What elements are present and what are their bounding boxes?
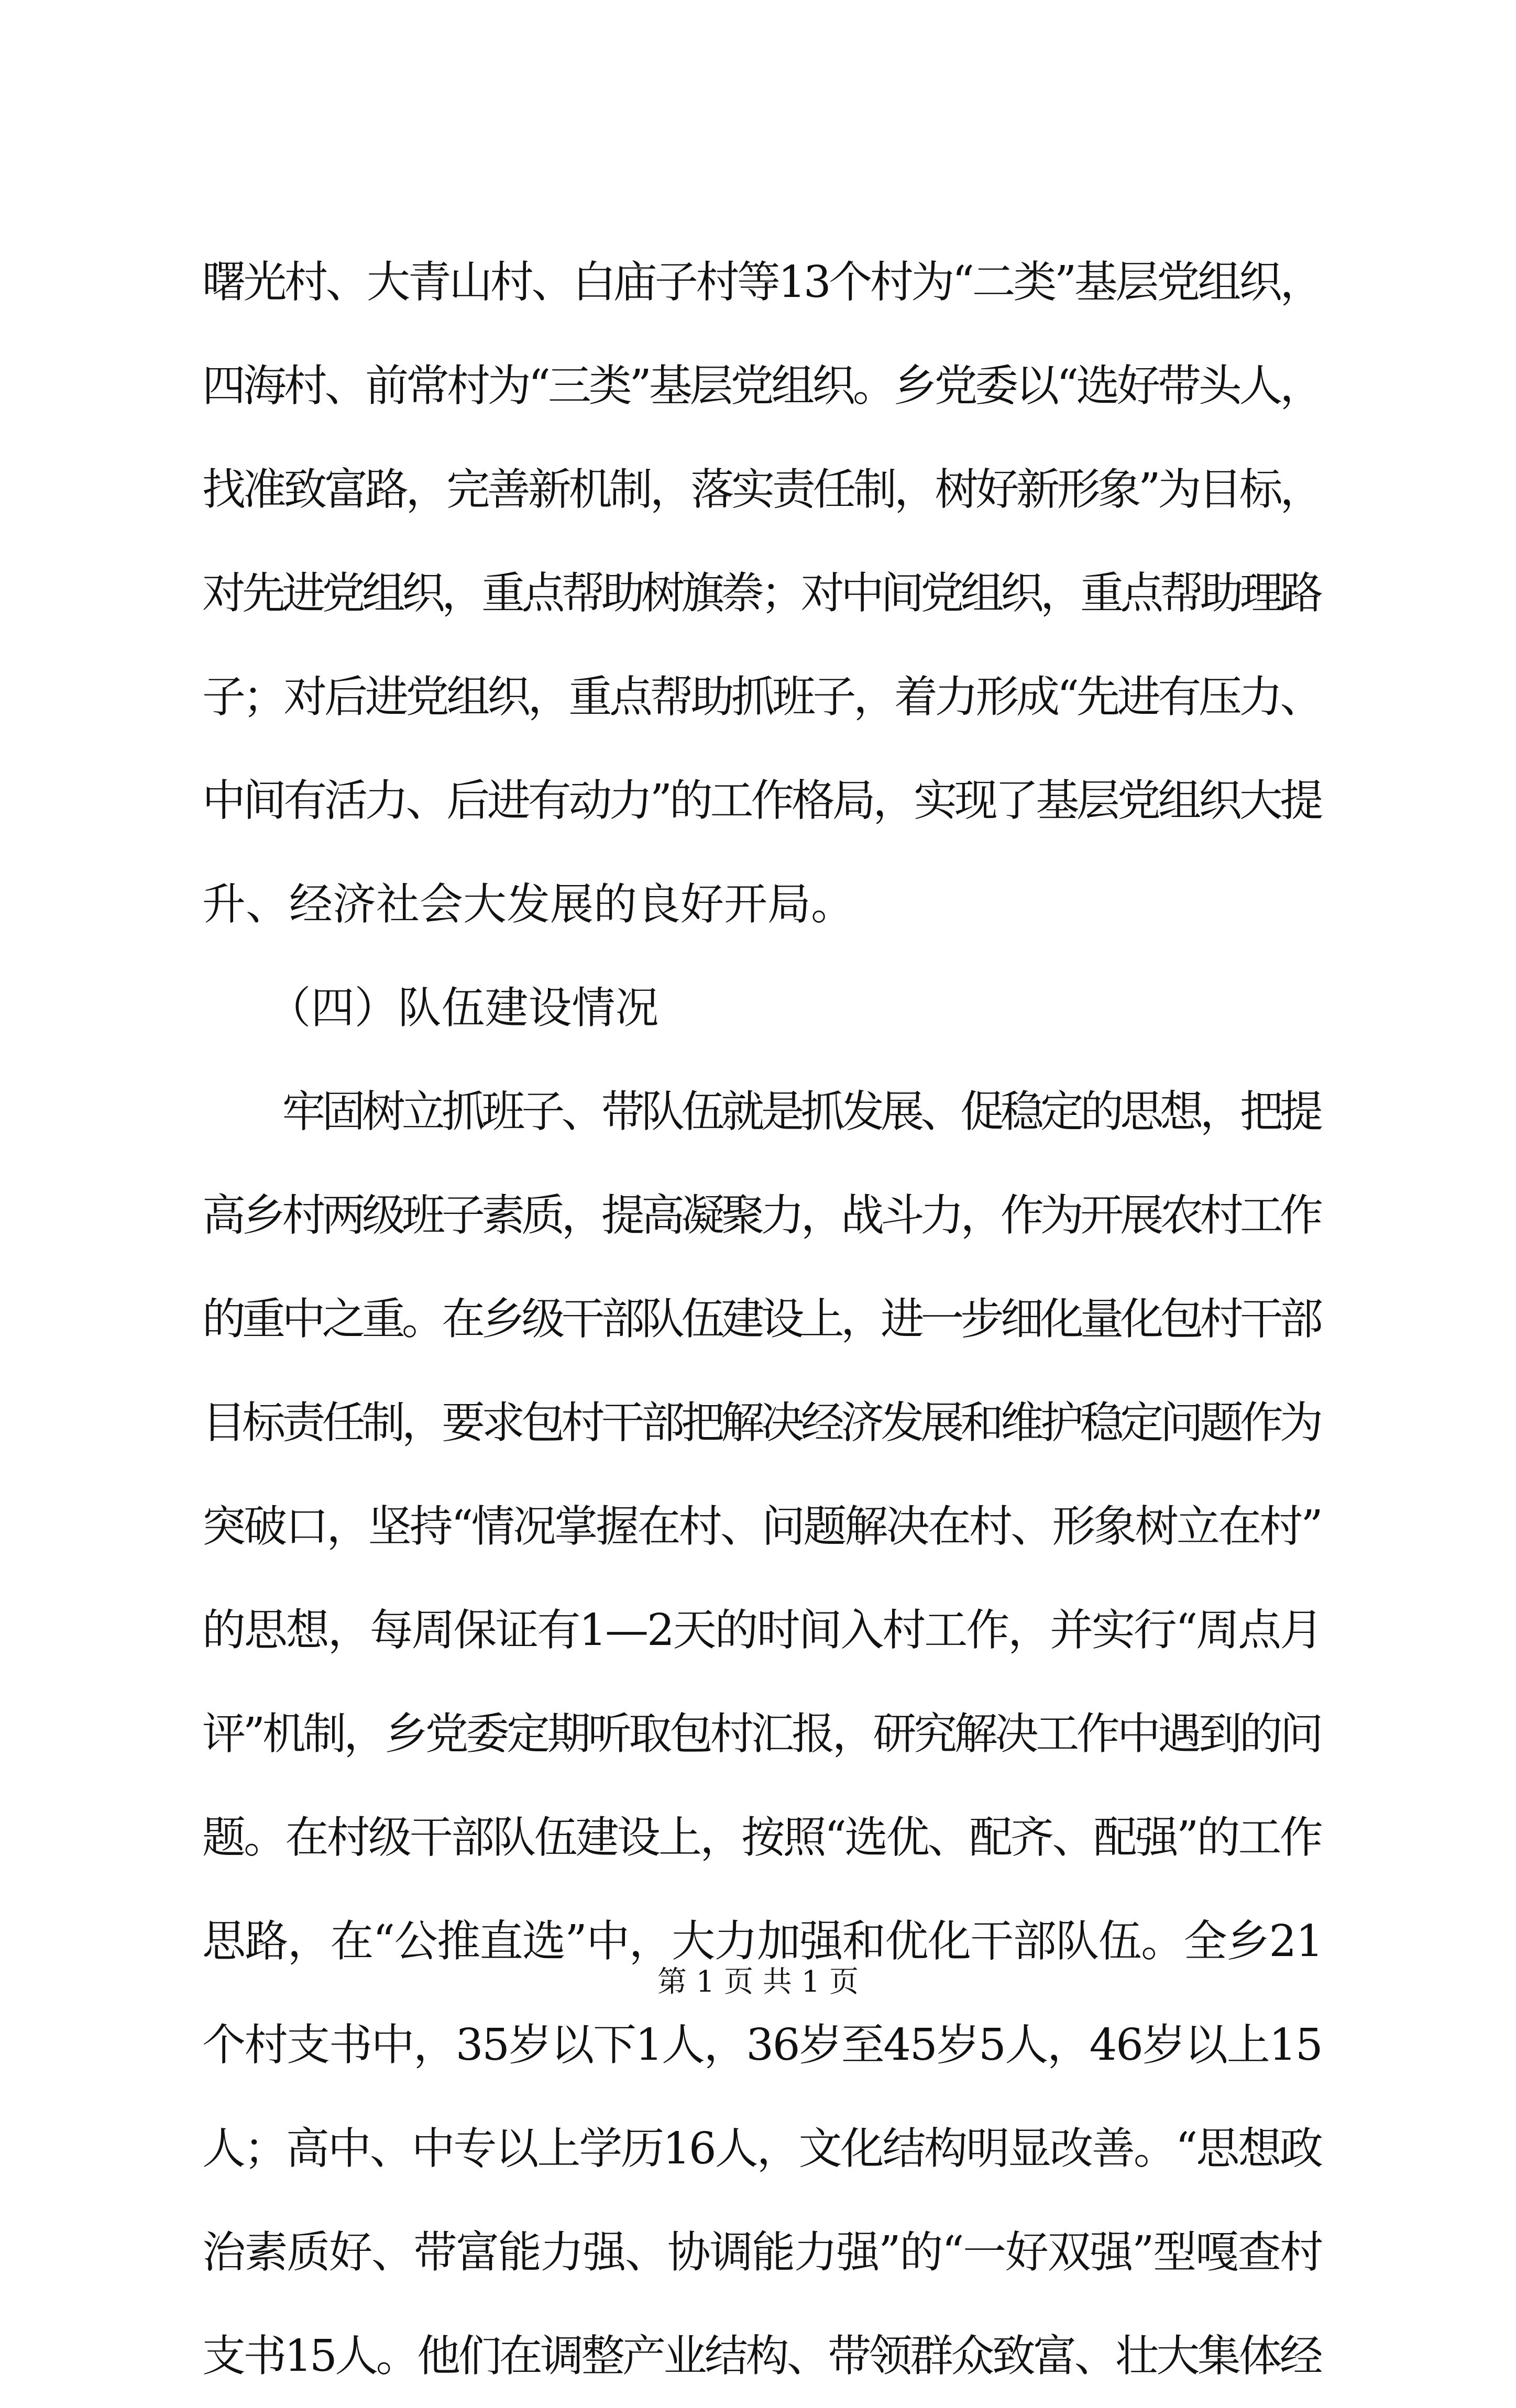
text-line: 题。在村级干部队伍建设上，按照“选优、配齐、配强”的工作 — [202, 1812, 1322, 1863]
text-line: 四海村、前常村为“三类”基层党组织。乡党委以“选好带头人， — [202, 360, 1321, 411]
text-line: 曙光村、大青山村、白庙子村等13个村为“二类”基层党组织， — [202, 257, 1322, 307]
text-line: 中间有活力、后进有动力”的工作格局，实现了基层党组织大提 — [202, 775, 1321, 826]
text-line: 对先进党组织，重点帮助树旗䄅；对中间党组织，重点帮助理路 — [202, 568, 1320, 618]
text-line: 高乡村两级班子素质，提高凝聚力，战斗力，作为开展农村工作 — [202, 1190, 1320, 1241]
text-line: 子；对后进党组织，重点帮助抓班子，着力形成“先进有压力、 — [202, 671, 1321, 722]
document-body — [202, 230, 1323, 2408]
text-line: 治素质好、带富能力强、协调能力强”的“一好双强”型嘎查村 — [202, 2227, 1322, 2278]
text-line: 升、经济社会大发展的良好开局。 — [202, 879, 854, 930]
text-line: 人；高中、中专以上学历16人，文化结构明显改善。“思想政 — [202, 2123, 1322, 2174]
text-line: 目标责任制，要求包村干部把解决经济发展和维护稳定问题作为 — [202, 1397, 1320, 1448]
text-line: （四）队伍建设情况 — [202, 982, 659, 1033]
text-line: 牢固树立抓班子、带队伍就是抓发展、促稳定的思想，把提 — [202, 1086, 1320, 1137]
text-line: 思路，在“公推直选”中，大力加强和优化干部队伍。全乡21 — [202, 1916, 1323, 1967]
text-line: 的重中之重。在乡级干部队伍建设上，进一步细化量化包村干部 — [202, 1294, 1320, 1344]
text-line: 突破口，坚持“情况掌握在村、问题解决在村、形象树立在村” — [202, 1501, 1322, 1552]
page-footer: 第 1 页 共 1 页 — [657, 1965, 859, 1999]
text-line: 的思想，每周保证有1—2天的时间入村工作，并实行“周点月 — [202, 1605, 1322, 1655]
text-line: 个村支书中，35岁以下1人，36岁至45岁5人，46岁以上15 — [202, 2019, 1322, 2070]
text-line: 评”机制，乡党委定期听取包村汇报，研究解决工作中遇到的问 — [202, 1708, 1321, 1759]
text-line: 支书15人。他们在调整产业结构、带领群众致富、壮大集体经 — [202, 2330, 1321, 2381]
text-line: 找准致富路，完善新机制，落实责任制，树好新形象”为目标， — [202, 464, 1321, 515]
